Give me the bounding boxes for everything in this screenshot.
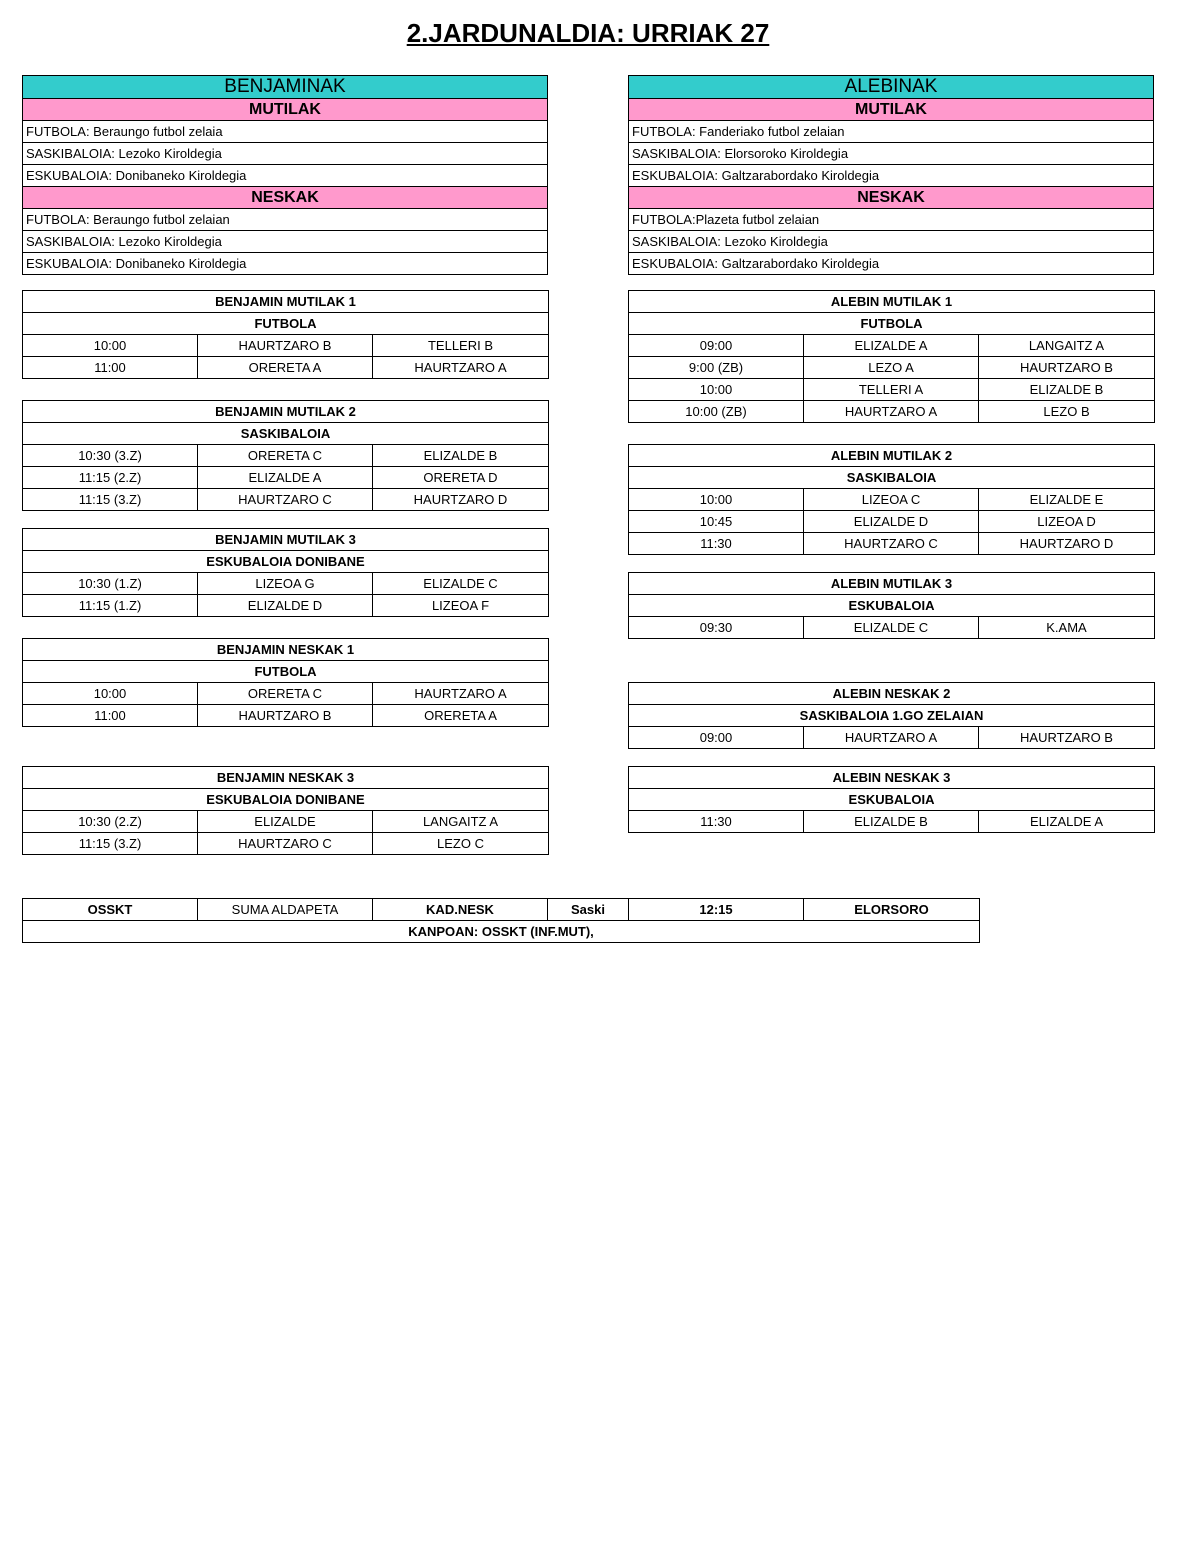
schedule-sport: ESKUBALOIA [629,595,1155,617]
match-row [23,445,549,467]
home-team: HAURTZARO C [804,533,979,555]
schedule-sport: ESKUBALOIA DONIBANE [23,789,549,811]
schedule-title-row [629,573,1155,595]
schedule-title-row [629,445,1155,467]
footer-row [23,899,980,921]
schedule-sport: FUTBOLA [629,313,1155,335]
home-team: HAURTZARO A [804,401,979,423]
footer-note: KANPOAN: OSSKT (INF.MUT), [23,921,980,943]
schedule-title: BENJAMIN MUTILAK 1 [23,291,549,313]
schedule-title-row [23,529,549,551]
away-team: ELIZALDE E [979,489,1155,511]
away-team: ELIZALDE B [373,445,549,467]
schedule-title-row [629,767,1155,789]
match-row [629,533,1155,555]
venue-row: SASKIBALOIA: Lezoko Kiroldegia [629,231,1154,253]
section-header-neskak: NESKAK [629,187,1154,209]
schedule-title-row [23,401,549,423]
venue-row: SASKIBALOIA: Lezoko Kiroldegia [23,231,548,253]
home-team: ORERETA C [198,445,373,467]
venues-alebinak [628,75,1154,275]
schedule-sport: SASKIBALOIA [23,423,549,445]
schedule-sport: SASKIBALOIA 1.GO ZELAIAN [629,705,1155,727]
home-team: ORERETA C [198,683,373,705]
home-team: LIZEOA G [198,573,373,595]
footer-time: 12:15 [629,899,804,921]
venue-row: ESKUBALOIA: Donibaneko Kiroldegia [23,165,548,187]
away-team: ELIZALDE B [979,379,1155,401]
schedule-title: ALEBIN NESKAK 2 [629,683,1155,705]
away-team: ORERETA A [373,705,549,727]
venue-row: SASKIBALOIA: Elorsoroko Kiroldegia [629,143,1154,165]
match-time: 10:30 (1.Z) [23,573,198,595]
match-time: 11:15 (1.Z) [23,595,198,617]
schedule-benjamin-neskak-1 [22,638,549,727]
away-team: HAURTZARO D [979,533,1155,555]
schedule-benjamin-mutilak-3 [22,528,549,617]
schedule-benjamin-mutilak-1 [22,290,549,379]
away-team: HAURTZARO A [373,683,549,705]
schedule-title-row [629,291,1155,313]
match-time: 11:30 [629,533,804,555]
schedule-title: BENJAMIN MUTILAK 2 [23,401,549,423]
match-time: 10:00 [629,489,804,511]
venues-benjaminak [22,75,548,275]
schedule-sport-row [23,551,549,573]
away-team: HAURTZARO D [373,489,549,511]
match-row [629,335,1155,357]
schedule-sport-row [23,661,549,683]
match-time: 10:00 [629,379,804,401]
venue-row: FUTBOLA: Beraungo futbol zelaia [23,121,548,143]
schedule-sport: FUTBOLA [23,661,549,683]
venue-row: ESKUBALOIA: Galtzarabordako Kiroldegia [629,165,1154,187]
section-header-mutilak: MUTILAK [23,99,548,121]
home-team: ORERETA A [198,357,373,379]
match-time: 9:00 (ZB) [629,357,804,379]
schedule-sport: FUTBOLA [23,313,549,335]
match-time: 09:30 [629,617,804,639]
away-team: HAURTZARO A [373,357,549,379]
match-row [23,811,549,833]
schedule-alebin-neskak-3 [628,766,1155,833]
schedule-title-row [23,767,549,789]
match-row [23,833,549,855]
home-team: LIZEOA C [804,489,979,511]
home-team: HAURTZARO C [198,489,373,511]
schedule-sport-row [23,313,549,335]
match-time: 09:00 [629,727,804,749]
home-team: HAURTZARO B [198,335,373,357]
match-row [629,511,1155,533]
section-header-neskak: NESKAK [23,187,548,209]
category-header: BENJAMINAK [23,76,548,99]
match-time: 11:15 (2.Z) [23,467,198,489]
section-header-mutilak: MUTILAK [629,99,1154,121]
away-team: LIZEOA F [373,595,549,617]
match-row [23,595,549,617]
home-team: TELLERI A [804,379,979,401]
away-team: LEZO B [979,401,1155,423]
match-row [23,357,549,379]
away-team: LANGAITZ A [979,335,1155,357]
schedule-title: BENJAMIN NESKAK 1 [23,639,549,661]
match-time: 11:15 (3.Z) [23,489,198,511]
match-time: 10:45 [629,511,804,533]
match-row [23,489,549,511]
schedule-title: BENJAMIN MUTILAK 3 [23,529,549,551]
venue-row: FUTBOLA:Plazeta futbol zelaian [629,209,1154,231]
match-row [23,467,549,489]
home-team: LEZO A [804,357,979,379]
schedule-sport-row [629,313,1155,335]
footer-table [22,898,980,943]
away-team: ELIZALDE A [979,811,1155,833]
schedule-sport-row [23,789,549,811]
match-time: 10:00 [23,335,198,357]
match-time: 10:00 [23,683,198,705]
home-team: ELIZALDE C [804,617,979,639]
schedule-title-row [23,291,549,313]
schedule-title: ALEBIN MUTILAK 3 [629,573,1155,595]
schedule-title: ALEBIN NESKAK 3 [629,767,1155,789]
match-row [629,379,1155,401]
away-team: HAURTZARO B [979,357,1155,379]
match-row [629,727,1155,749]
match-row [629,811,1155,833]
match-row [23,705,549,727]
match-time: 10:30 (2.Z) [23,811,198,833]
footer-team: OSSKT [23,899,198,921]
match-time: 09:00 [629,335,804,357]
schedule-title: BENJAMIN NESKAK 3 [23,767,549,789]
schedule-benjamin-mutilak-2 [22,400,549,511]
schedule-title: ALEBIN MUTILAK 1 [629,291,1155,313]
match-time: 11:00 [23,705,198,727]
footer-sport: Saski [548,899,629,921]
category-header: ALEBINAK [629,76,1154,99]
schedule-sport: SASKIBALOIA [629,467,1155,489]
home-team: ELIZALDE D [804,511,979,533]
home-team: HAURTZARO A [804,727,979,749]
schedule-sport: ESKUBALOIA DONIBANE [23,551,549,573]
home-team: HAURTZARO B [198,705,373,727]
away-team: LEZO C [373,833,549,855]
match-row [629,401,1155,423]
match-time: 10:00 (ZB) [629,401,804,423]
footer-category: KAD.NESK [373,899,548,921]
schedule-sport-row [629,705,1155,727]
venue-row: ESKUBALOIA: Galtzarabordako Kiroldegia [629,253,1154,275]
away-team: TELLERI B [373,335,549,357]
away-team: LANGAITZ A [373,811,549,833]
schedule-alebin-mutilak-3 [628,572,1155,639]
page-title: 2.JARDUNALDIA: URRIAK 27 [406,18,770,48]
schedule-title-row [629,683,1155,705]
home-team: ELIZALDE A [198,467,373,489]
schedule-sport-row [629,595,1155,617]
home-team: HAURTZARO C [198,833,373,855]
home-team: ELIZALDE A [804,335,979,357]
schedule-title-row [23,639,549,661]
match-row [23,573,549,595]
away-team: K.AMA [979,617,1155,639]
footer-note-row [23,921,980,943]
away-team: HAURTZARO B [979,727,1155,749]
away-team: LIZEOA D [979,511,1155,533]
schedule-alebin-mutilak-1 [628,290,1155,423]
match-time: 11:15 (3.Z) [23,833,198,855]
match-time: 11:00 [23,357,198,379]
schedule-sport-row [629,467,1155,489]
schedule-alebin-neskak-2 [628,682,1155,749]
match-row [629,489,1155,511]
match-row [23,683,549,705]
schedule-sport: ESKUBALOIA [629,789,1155,811]
match-time: 11:30 [629,811,804,833]
match-row [23,335,549,357]
match-row [629,357,1155,379]
footer-opponent: SUMA ALDAPETA [198,899,373,921]
footer-venue: ELORSORO [804,899,980,921]
schedule-title: ALEBIN MUTILAK 2 [629,445,1155,467]
schedule-alebin-mutilak-2 [628,444,1155,555]
home-team: ELIZALDE D [198,595,373,617]
schedule-sport-row [23,423,549,445]
match-row [629,617,1155,639]
away-team: ELIZALDE C [373,573,549,595]
venue-row: ESKUBALOIA: Donibaneko Kiroldegia [23,253,548,275]
venue-row: FUTBOLA: Fanderiako futbol zelaian [629,121,1154,143]
venue-row: SASKIBALOIA: Lezoko Kiroldegia [23,143,548,165]
away-team: ORERETA D [373,467,549,489]
schedule-benjamin-neskak-3 [22,766,549,855]
schedule-sport-row [629,789,1155,811]
home-team: ELIZALDE [198,811,373,833]
venue-row: FUTBOLA: Beraungo futbol zelaian [23,209,548,231]
home-team: ELIZALDE B [804,811,979,833]
match-time: 10:30 (3.Z) [23,445,198,467]
